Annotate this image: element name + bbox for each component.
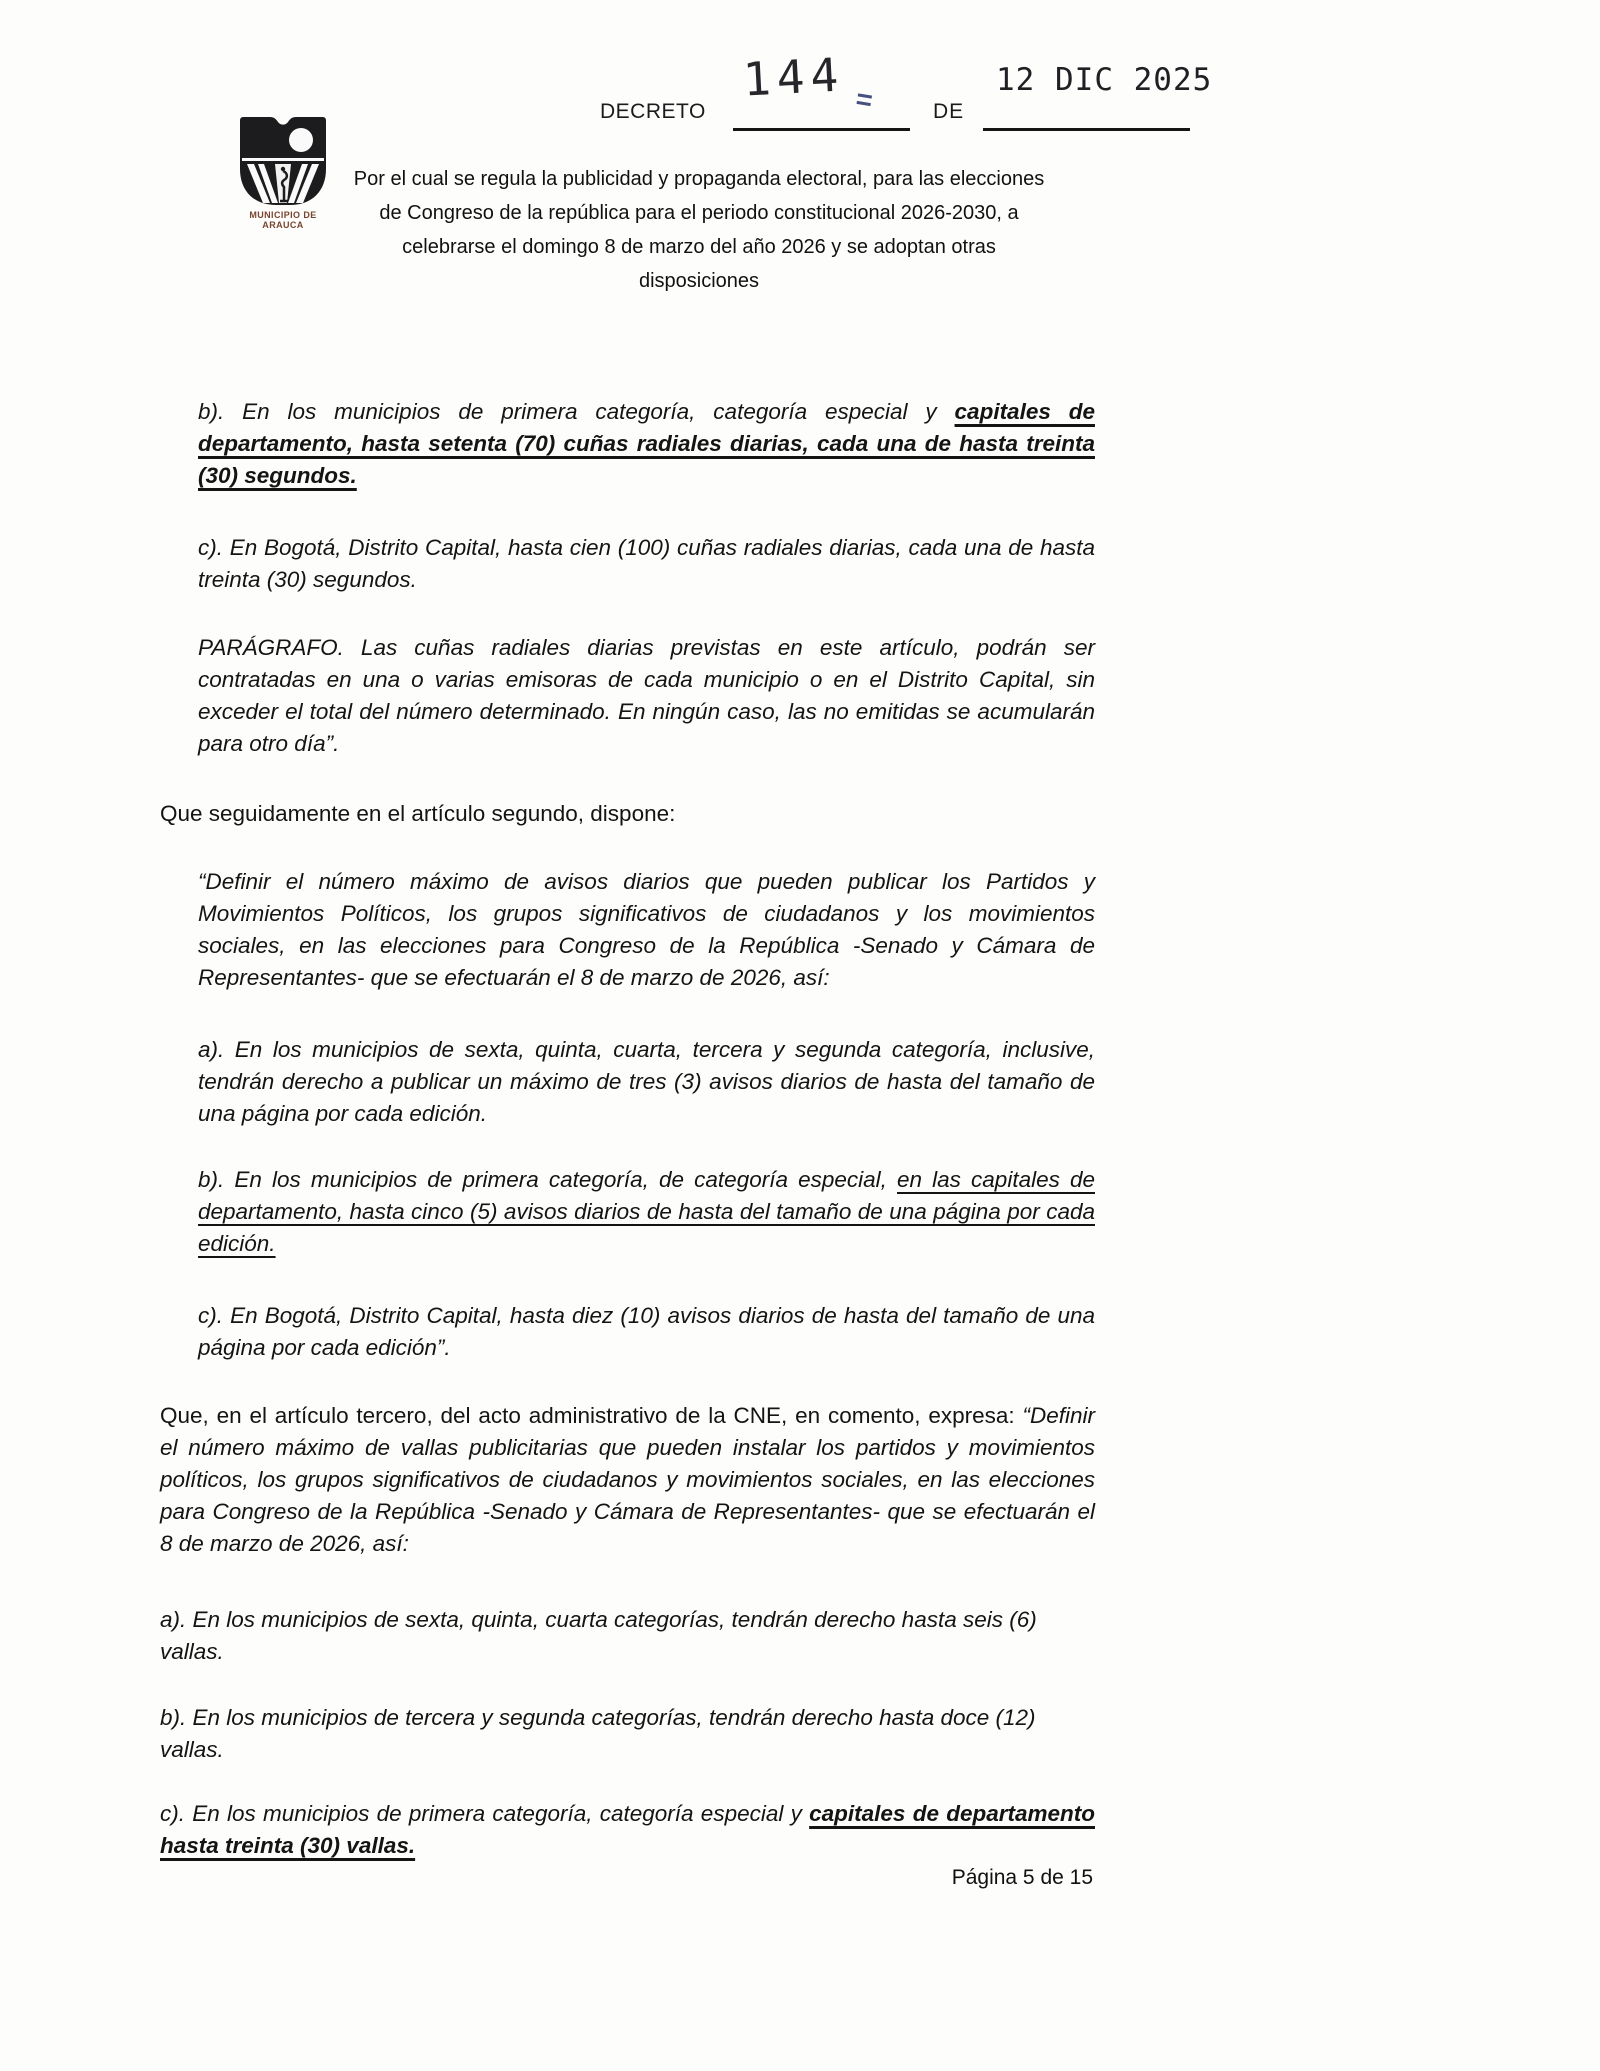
paragraph-text: PARÁGRAFO. Las cuñas radiales diarias previstas en este artículo, podrán ser contratadas en una o varias emisoras de cada municipio o en el Distrito Capital, sin exceder el total del número determinado. En ningún caso, las no emitidas se acumularán para otro día”. [198,635,1095,756]
municipal-crest-logo-icon [237,114,329,208]
paragraph-item-a-vallas [160,1604,1095,1668]
decree-title [320,162,1078,298]
paragraph-item-c-avisos [198,1300,1095,1364]
date-stamp: 12 DIC 2025 [996,62,1213,98]
paragraph-item-c-vallas [160,1798,1095,1862]
decree-title-line: disposiciones [638,270,760,292]
decree-number-stamp: 144 [741,47,846,107]
paragraph-item-b-radio [198,396,1095,492]
quoted-text: “Definir el número máximo de vallas publicitarias que pueden instalar los partidos y movimientos políticos, los grupos significativos de ciudadanos y movimientos sociales, en las elecciones para Congreso de la República -Senado y Cámara de Representantes- que se efectuarán el 8 de marzo de 2026, así: [160,1403,1095,1556]
paragraph-que-segundo [160,798,1095,830]
decree-title-line: de Congreso de la república para el periodo constitucional 2026-2030, a [379,202,1019,224]
page-number-indicator: Página 5 de 15 [951,1866,1093,1889]
paragraph-item-a-avisos [198,1034,1095,1130]
underlined-emphasis: capitales de departamento hasta treinta (30) vallas. [160,1801,1095,1858]
underlined-emphasis: capitales de departamento, hasta setenta (70) cuñas radiales diarias, cada una de hasta treinta (30) segundos. [198,399,1095,488]
paragraph-text: Que seguidamente en el artículo segundo, dispone: [160,801,676,826]
paragraph-item-b-avisos [198,1164,1095,1260]
paragraph-text: a). En los municipios de sexta, quinta, cuarta, tercera y segunda categoría, inclusive, tendrán derecho a publicar un máximo de tres (3) avisos diarios de hasta del tamaño de una página por cada edición. [198,1037,1095,1126]
paragraph-item-c-radio [198,532,1095,596]
paragraph-text: b). En los municipios de primera categoría, de categoría especial, [198,1167,898,1192]
paragraph-que-tercero [160,1400,1095,1560]
decree-title-line: Por el cual se regula la publicidad y propaganda electoral, para las elecciones [353,168,1045,190]
date-underline [983,128,1190,131]
decree-number-underline [733,128,910,131]
paragraph-text: “Definir el número máximo de avisos diarios que pueden publicar los Partidos y Movimientos Políticos, los grupos significativos de ciudadanos y los movimientos sociales, en las elecciones para Congreso de la República -Senado y Cámara de Representantes- que se efectuarán el 8 de marzo de 2026, así: [198,869,1095,990]
de-label: DE [933,100,965,123]
decree-title-line: celebrarse el domingo 8 de marzo del año 2026 y se adoptan otras [402,236,996,258]
paragraph-item-b-vallas [160,1702,1095,1766]
paragraph-text: c). En Bogotá, Distrito Capital, hasta cien (100) cuñas radiales diarias, cada una de hasta treinta (30) segundos. [198,535,1095,592]
crest-caption: MUNICIPIO DE ARAUCA [249,210,317,230]
paragraph-text: b). En los municipios de primera categoría, categoría especial y [198,399,955,424]
ink-scribble-mark: = [853,82,875,117]
paragraph-text: b). En los municipios de tercera y segunda categorías, tendrán derecho hasta doce (12) vallas. [160,1705,1036,1762]
paragraph-text: a). En los municipios de sexta, quinta, cuarta categorías, tendrán derecho hasta seis (6) vallas. [160,1607,1037,1664]
paragraph-text: c). En Bogotá, Distrito Capital, hasta diez (10) avisos diarios de hasta del tamaño de una página por cada edición”. [198,1303,1095,1360]
paragraph-text: c). En los municipios de primera categoría, categoría especial y [160,1801,810,1826]
underlined-emphasis: en las capitales de departamento, hasta cinco (5) avisos diarios de hasta del tamaño de una página por cada edición. [198,1167,1095,1256]
paragraph-paragrafo [198,632,1095,760]
paragraph-text: Que, en el artículo tercero, del acto administrativo de la CNE, en comento, expresa: [160,1403,1023,1428]
decreto-label: DECRETO [600,100,706,123]
document-body [160,396,1095,1862]
paragraph-definir-avisos [198,866,1095,994]
